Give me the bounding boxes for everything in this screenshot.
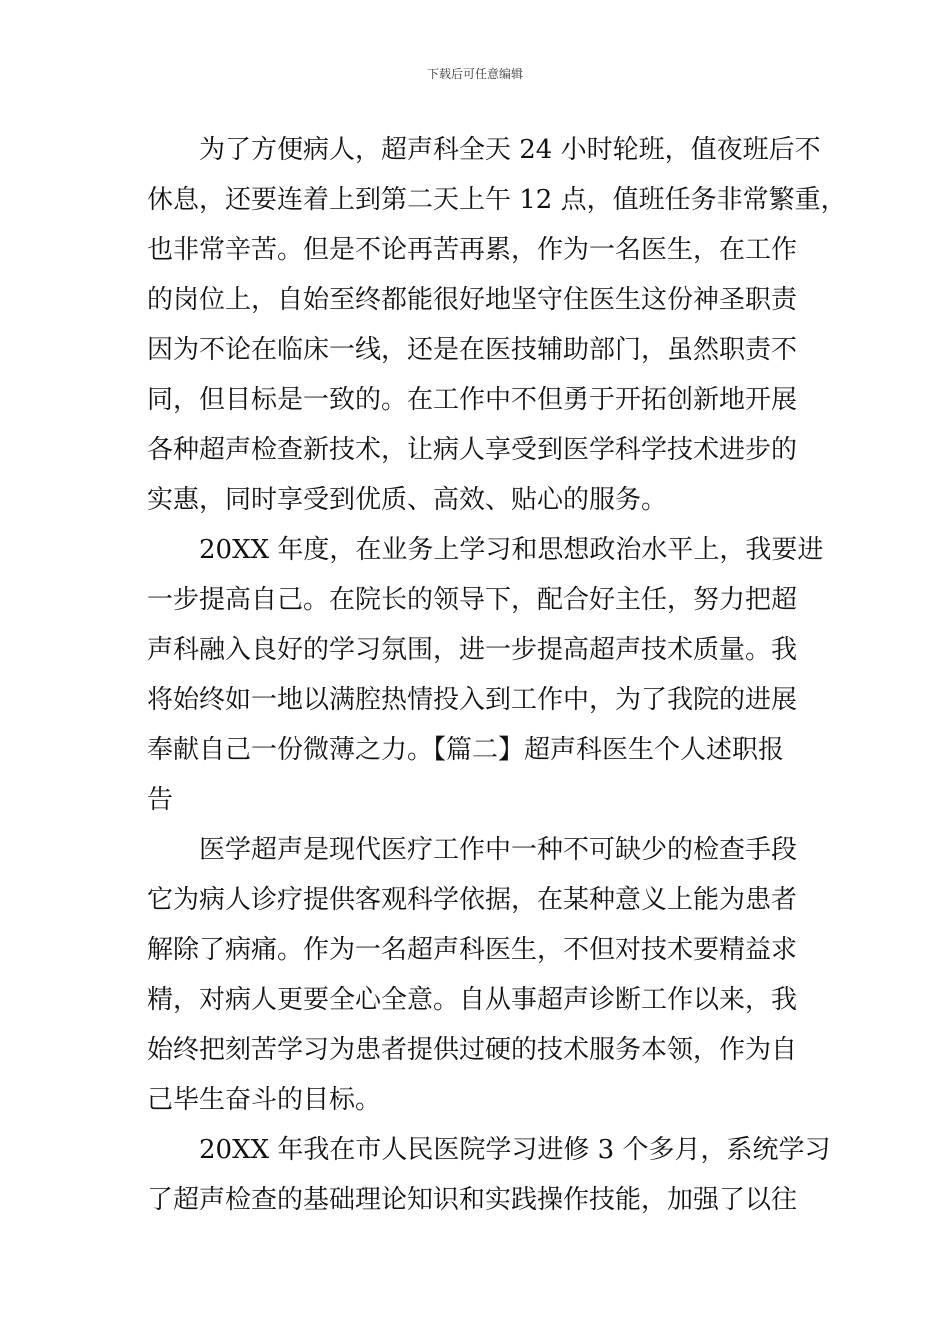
text-line: 将始终如一地以满腔热情投入到工作中，为了我院的进展 [147,685,798,715]
text-line: 告 [147,785,174,815]
text-line: 医学超声是现代医疗工作中一种不可缺少的检查手段 [199,835,798,865]
text-line: 同，但目标是一致的。在工作中不但勇于开拓创新地开展 [147,385,798,415]
text-line: 它为病人诊疗提供客观科学依据，在某种意义上能为患者 [147,885,798,915]
paragraph-2 [147,525,824,825]
text-line: 了超声检查的基础理论知识和实践操作技能，加强了以往 [147,1185,798,1215]
paragraph-3 [147,825,817,1125]
text-line: 的岗位上，自始至终都能很好地坚守住医生这份神圣职责 [147,285,798,315]
paragraph-1 [147,125,847,525]
text-line: 奉献自己一份微薄之力。【篇二】超声科医生个人述职报 [147,735,785,765]
text-line: 休息，还要连着上到第二天上午 12 点，值班任务非常繁重， [147,185,847,215]
text-line: 各种超声检查新技术，让病人享受到医学科学技术进步的 [147,435,798,465]
text-line: 精，对病人更要全心全意。自从事超声诊断工作以来，我 [147,985,798,1015]
text-line: 解除了病痛。作为一名超声科医生，不但对技术要精益求 [147,935,798,965]
text-line: 始终把刻苦学习为患者提供过硬的技术服务本领，作为自 [147,1035,798,1065]
text-line: 声科融入良好的学习氛围，进一步提高超声技术质量。我 [147,635,798,665]
text-line: 为了方便病人，超声科全天 24 小时轮班，值夜班后不 [199,135,821,165]
text-line: 实惠，同时享受到优质、高效、贴心的服务。 [147,485,668,515]
text-line: 一步提高自己。在院长的领导下，配合好主任，努力把超 [147,585,798,615]
text-line: 也非常辛苦。但是不论再苦再累，作为一名医生，在工作 [147,235,798,265]
page-header: 下载后可任意编辑 [426,67,523,81]
document-body [147,125,847,1225]
text-line: 20XX 年度，在业务上学习和思想政治水平上，我要进 [199,535,824,565]
text-line: 己毕生奋斗的目标。 [147,1085,382,1115]
text-line: 因为不论在临床一线，还是在医技辅助部门，虽然职责不 [147,335,798,365]
paragraph-4 [147,1125,831,1225]
text-line: 20XX 年我在市人民医院学习进修 3 个多月，系统学习 [199,1135,831,1165]
